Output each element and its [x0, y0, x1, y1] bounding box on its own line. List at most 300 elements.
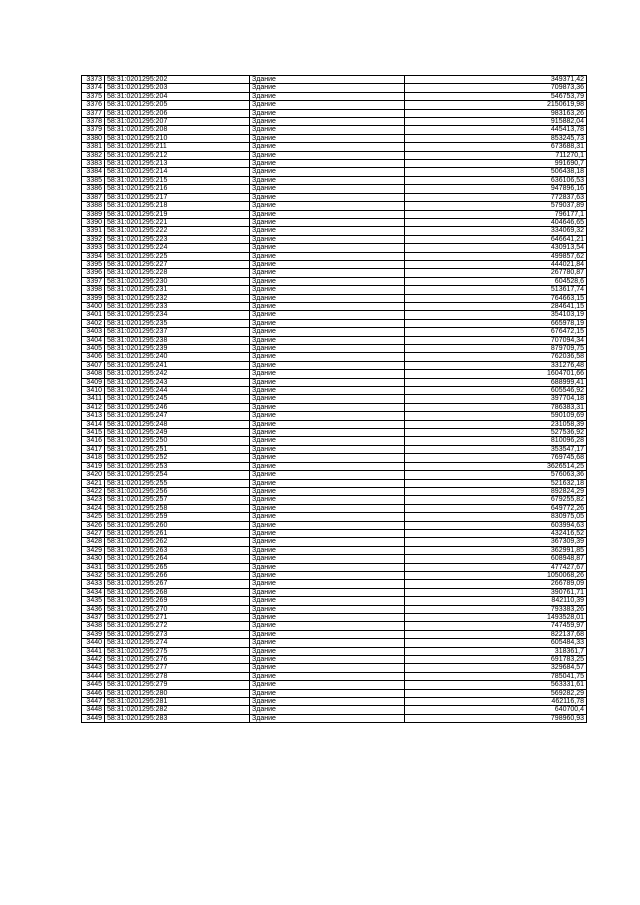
cadastral-number-cell: 58:31:0201295:252	[105, 454, 250, 462]
cadastral-value-cell: 810096,28	[405, 437, 587, 445]
table-row	[82, 714, 587, 722]
table-row	[82, 353, 587, 361]
cadastral-value-cell: 603994,63	[405, 521, 587, 529]
table-row	[82, 345, 587, 353]
row-number-cell: 3422	[82, 487, 105, 495]
object-type-cell: Здание	[250, 689, 405, 697]
table-row	[82, 319, 587, 327]
cadastral-value-cell: 842110,39	[405, 597, 587, 605]
cadastral-number-cell: 58:31:0201295:271	[105, 614, 250, 622]
object-type-cell: Здание	[250, 529, 405, 537]
row-number-cell: 3405	[82, 345, 105, 353]
cadastral-number-cell: 58:31:0201295:206	[105, 109, 250, 117]
object-type-cell: Здание	[250, 353, 405, 361]
cadastral-value-cell: 604528,6	[405, 277, 587, 285]
object-type-cell: Здание	[250, 437, 405, 445]
table-row	[82, 403, 587, 411]
table-row	[82, 513, 587, 521]
object-type-cell: Здание	[250, 244, 405, 252]
object-type-cell: Здание	[250, 176, 405, 184]
cadastral-number-cell: 58:31:0201295:207	[105, 118, 250, 126]
row-number-cell: 3401	[82, 311, 105, 319]
row-number-cell: 3419	[82, 462, 105, 470]
table-row	[82, 311, 587, 319]
cadastral-value-cell: 709873,36	[405, 84, 587, 92]
object-type-cell: Здание	[250, 597, 405, 605]
row-number-cell: 3445	[82, 681, 105, 689]
object-type-cell: Здание	[250, 571, 405, 579]
cadastral-number-cell: 58:31:0201295:233	[105, 302, 250, 310]
table-row	[82, 580, 587, 588]
object-type-cell: Здание	[250, 698, 405, 706]
object-type-cell: Здание	[250, 681, 405, 689]
table-row	[82, 227, 587, 235]
object-type-cell: Здание	[250, 387, 405, 395]
cadastral-number-cell: 58:31:0201295:242	[105, 370, 250, 378]
row-number-cell: 3448	[82, 706, 105, 714]
row-number-cell: 3400	[82, 302, 105, 310]
object-type-cell: Здание	[250, 656, 405, 664]
cadastral-number-cell: 58:31:0201295:253	[105, 462, 250, 470]
cadastral-value-cell: 830975,05	[405, 513, 587, 521]
cadastral-value-cell: 1604701,66	[405, 370, 587, 378]
row-number-cell: 3416	[82, 437, 105, 445]
table-row	[82, 462, 587, 470]
cadastral-number-cell: 58:31:0201295:231	[105, 286, 250, 294]
table-row	[82, 101, 587, 109]
cadastral-number-cell: 58:31:0201295:250	[105, 437, 250, 445]
row-number-cell: 3388	[82, 202, 105, 210]
cadastral-value-cell: 769745,68	[405, 454, 587, 462]
cadastral-number-cell: 58:31:0201295:254	[105, 471, 250, 479]
table-row	[82, 92, 587, 100]
object-type-cell: Здание	[250, 269, 405, 277]
table-row	[82, 126, 587, 134]
cadastral-value-cell: 605484,33	[405, 639, 587, 647]
object-type-cell: Здание	[250, 227, 405, 235]
object-type-cell: Здание	[250, 302, 405, 310]
object-type-cell: Здание	[250, 286, 405, 294]
row-number-cell: 3414	[82, 420, 105, 428]
object-type-cell: Здание	[250, 92, 405, 100]
table-row	[82, 336, 587, 344]
cadastral-value-cell: 527536,92	[405, 429, 587, 437]
cadastral-value-cell: 798960,93	[405, 714, 587, 722]
row-number-cell: 3392	[82, 235, 105, 243]
cadastral-number-cell: 58:31:0201295:269	[105, 597, 250, 605]
cadastral-value-cell: 367309,39	[405, 538, 587, 546]
table-row	[82, 412, 587, 420]
cadastral-value-cell: 764663,15	[405, 294, 587, 302]
cadastral-number-cell: 58:31:0201295:203	[105, 84, 250, 92]
cadastral-value-cell: 772837,63	[405, 193, 587, 201]
table-row	[82, 134, 587, 142]
object-type-cell: Здание	[250, 471, 405, 479]
object-type-cell: Здание	[250, 462, 405, 470]
table-row	[82, 454, 587, 462]
cadastral-number-cell: 58:31:0201295:276	[105, 656, 250, 664]
cadastral-value-cell: 569282,29	[405, 689, 587, 697]
cadastral-number-cell: 58:31:0201295:281	[105, 698, 250, 706]
cadastral-number-cell: 58:31:0201295:239	[105, 345, 250, 353]
cadastral-value-cell: 605546,92	[405, 387, 587, 395]
cadastral-value-cell: 676472,15	[405, 328, 587, 336]
cadastral-number-cell: 58:31:0201295:265	[105, 563, 250, 571]
cadastral-number-cell: 58:31:0201295:238	[105, 336, 250, 344]
table-row	[82, 429, 587, 437]
table-row	[82, 176, 587, 184]
row-number-cell: 3438	[82, 622, 105, 630]
cadastral-value-cell: 1050068,26	[405, 571, 587, 579]
table-row	[82, 563, 587, 571]
cadastral-value-cell: 266789,09	[405, 580, 587, 588]
row-number-cell: 3383	[82, 160, 105, 168]
cadastral-number-cell: 58:31:0201295:249	[105, 429, 250, 437]
cadastral-value-cell: 2150619,98	[405, 101, 587, 109]
cadastral-number-cell: 58:31:0201295:262	[105, 538, 250, 546]
cadastral-value-cell: 915882,04	[405, 118, 587, 126]
row-number-cell: 3375	[82, 92, 105, 100]
cadastral-value-cell: 267780,87	[405, 269, 587, 277]
cadastral-value-cell: 432416,52	[405, 529, 587, 537]
table-row	[82, 546, 587, 554]
table-row	[82, 647, 587, 655]
object-type-cell: Здание	[250, 311, 405, 319]
object-type-cell: Здание	[250, 521, 405, 529]
object-type-cell: Здание	[250, 630, 405, 638]
table-row	[82, 605, 587, 613]
table-row	[82, 672, 587, 680]
cadastral-value-cell: 590109,69	[405, 412, 587, 420]
object-type-cell: Здание	[250, 420, 405, 428]
table-row	[82, 706, 587, 714]
cadastral-number-cell: 58:31:0201295:267	[105, 580, 250, 588]
object-type-cell: Здание	[250, 76, 405, 84]
row-number-cell: 3444	[82, 672, 105, 680]
row-number-cell: 3412	[82, 403, 105, 411]
table-row	[82, 193, 587, 201]
cadastral-value-cell: 853245,73	[405, 134, 587, 142]
cadastral-value-cell: 318361,7	[405, 647, 587, 655]
cadastral-number-cell: 58:31:0201295:234	[105, 311, 250, 319]
cadastral-value-cell: 349371,42	[405, 76, 587, 84]
cadastral-number-cell: 58:31:0201295:208	[105, 126, 250, 134]
table-row	[82, 698, 587, 706]
cadastral-number-cell: 58:31:0201295:263	[105, 546, 250, 554]
cadastral-number-cell: 58:31:0201295:264	[105, 555, 250, 563]
row-number-cell: 3393	[82, 244, 105, 252]
object-type-cell: Здание	[250, 336, 405, 344]
cadastral-value-cell: 646641,21	[405, 235, 587, 243]
row-number-cell: 3395	[82, 260, 105, 268]
cadastral-value-cell: 747459,97	[405, 622, 587, 630]
row-number-cell: 3430	[82, 555, 105, 563]
cadastral-value-cell: 691783,25	[405, 656, 587, 664]
cadastral-value-cell: 640700,4	[405, 706, 587, 714]
table-row	[82, 656, 587, 664]
table-row	[82, 269, 587, 277]
cadastral-number-cell: 58:31:0201295:204	[105, 92, 250, 100]
table-row	[82, 378, 587, 386]
object-type-cell: Здание	[250, 319, 405, 327]
cadastral-value-cell: 892824,29	[405, 487, 587, 495]
cadastral-number-cell: 58:31:0201295:224	[105, 244, 250, 252]
row-number-cell: 3429	[82, 546, 105, 554]
cadastral-value-cell: 636106,53	[405, 176, 587, 184]
object-type-cell: Здание	[250, 672, 405, 680]
object-type-cell: Здание	[250, 487, 405, 495]
row-number-cell: 3440	[82, 639, 105, 647]
object-type-cell: Здание	[250, 454, 405, 462]
cadastral-number-cell: 58:31:0201295:272	[105, 622, 250, 630]
object-type-cell: Здание	[250, 370, 405, 378]
cadastral-number-cell: 58:31:0201295:273	[105, 630, 250, 638]
object-type-cell: Здание	[250, 252, 405, 260]
object-type-cell: Здание	[250, 260, 405, 268]
object-type-cell: Здание	[250, 193, 405, 201]
cadastral-value-cell: 711270,1	[405, 151, 587, 159]
row-number-cell: 3402	[82, 319, 105, 327]
row-number-cell: 3385	[82, 176, 105, 184]
table-row	[82, 437, 587, 445]
row-number-cell: 3425	[82, 513, 105, 521]
row-number-cell: 3443	[82, 664, 105, 672]
cadastral-value-cell: 563331,61	[405, 681, 587, 689]
row-number-cell: 3404	[82, 336, 105, 344]
table-body	[82, 76, 587, 723]
row-number-cell: 3435	[82, 597, 105, 605]
cadastral-number-cell: 58:31:0201295:217	[105, 193, 250, 201]
object-type-cell: Здание	[250, 202, 405, 210]
table-row	[82, 370, 587, 378]
cadastral-value-cell: 707094,34	[405, 336, 587, 344]
table-row	[82, 286, 587, 294]
row-number-cell: 3374	[82, 84, 105, 92]
cadastral-number-cell: 58:31:0201295:261	[105, 529, 250, 537]
cadastral-number-cell: 58:31:0201295:275	[105, 647, 250, 655]
object-type-cell: Здание	[250, 361, 405, 369]
cadastral-number-cell: 58:31:0201295:270	[105, 605, 250, 613]
cadastral-value-cell: 506438,18	[405, 168, 587, 176]
cadastral-value-cell: 793383,26	[405, 605, 587, 613]
cadastral-value-cell: 444021,84	[405, 260, 587, 268]
row-number-cell: 3389	[82, 210, 105, 218]
cadastral-number-cell: 58:31:0201295:228	[105, 269, 250, 277]
cadastral-value-cell: 513617,74	[405, 286, 587, 294]
cadastral-value-cell: 397704,18	[405, 395, 587, 403]
object-type-cell: Здание	[250, 328, 405, 336]
table-row	[82, 538, 587, 546]
cadastral-number-cell: 58:31:0201295:230	[105, 277, 250, 285]
cadastral-number-cell: 58:31:0201295:210	[105, 134, 250, 142]
cadastral-value-cell: 796177,1	[405, 210, 587, 218]
row-number-cell: 3391	[82, 227, 105, 235]
table-row	[82, 302, 587, 310]
row-number-cell: 3447	[82, 698, 105, 706]
cadastral-value-cell: 762036,58	[405, 353, 587, 361]
object-type-cell: Здание	[250, 479, 405, 487]
cadastral-value-cell: 546753,79	[405, 92, 587, 100]
table-row	[82, 84, 587, 92]
cadastral-number-cell: 58:31:0201295:247	[105, 412, 250, 420]
cadastral-number-cell: 58:31:0201295:232	[105, 294, 250, 302]
table-row	[82, 168, 587, 176]
object-type-cell: Здание	[250, 538, 405, 546]
cadastral-number-cell: 58:31:0201295:258	[105, 504, 250, 512]
row-number-cell: 3407	[82, 361, 105, 369]
cadastral-number-cell: 58:31:0201295:215	[105, 176, 250, 184]
cadastral-number-cell: 58:31:0201295:211	[105, 143, 250, 151]
object-type-cell: Здание	[250, 160, 405, 168]
table-row	[82, 555, 587, 563]
object-type-cell: Здание	[250, 378, 405, 386]
table-row	[82, 597, 587, 605]
table-row	[82, 361, 587, 369]
cadastral-value-cell: 947896,16	[405, 185, 587, 193]
cadastral-value-cell: 983163,26	[405, 109, 587, 117]
row-number-cell: 3403	[82, 328, 105, 336]
cadastral-value-cell: 649772,26	[405, 504, 587, 512]
cadastral-number-cell: 58:31:0201295:202	[105, 76, 250, 84]
cadastral-value-cell: 1493528,01	[405, 614, 587, 622]
object-type-cell: Здание	[250, 563, 405, 571]
cadastral-number-cell: 58:31:0201295:245	[105, 395, 250, 403]
cadastral-value-cell: 576063,36	[405, 471, 587, 479]
table-row	[82, 202, 587, 210]
row-number-cell: 3431	[82, 563, 105, 571]
cadastral-number-cell: 58:31:0201295:257	[105, 496, 250, 504]
row-number-cell: 3436	[82, 605, 105, 613]
row-number-cell: 3409	[82, 378, 105, 386]
cadastral-number-cell: 58:31:0201295:227	[105, 260, 250, 268]
cadastral-value-cell: 445413,78	[405, 126, 587, 134]
object-type-cell: Здание	[250, 143, 405, 151]
row-number-cell: 3420	[82, 471, 105, 479]
object-type-cell: Здание	[250, 614, 405, 622]
object-type-cell: Здание	[250, 496, 405, 504]
cadastral-number-cell: 58:31:0201295:251	[105, 445, 250, 453]
cadastral-number-cell: 58:31:0201295:218	[105, 202, 250, 210]
cadastral-value-cell: 608948,87	[405, 555, 587, 563]
row-number-cell: 3384	[82, 168, 105, 176]
row-number-cell: 3428	[82, 538, 105, 546]
cadastral-number-cell: 58:31:0201295:243	[105, 378, 250, 386]
cadastral-value-cell: 231058,39	[405, 420, 587, 428]
row-number-cell: 3387	[82, 193, 105, 201]
table-row	[82, 151, 587, 159]
row-number-cell: 3410	[82, 387, 105, 395]
object-type-cell: Здание	[250, 294, 405, 302]
object-type-cell: Здание	[250, 580, 405, 588]
cadastral-value-cell: 499857,62	[405, 252, 587, 260]
cadastral-number-cell: 58:31:0201295:205	[105, 101, 250, 109]
object-type-cell: Здание	[250, 546, 405, 554]
row-number-cell: 3424	[82, 504, 105, 512]
cadastral-value-table	[81, 75, 587, 723]
cadastral-value-cell: 679255,82	[405, 496, 587, 504]
cadastral-number-cell: 58:31:0201295:268	[105, 588, 250, 596]
table-row	[82, 471, 587, 479]
table-row	[82, 218, 587, 226]
cadastral-number-cell: 58:31:0201295:214	[105, 168, 250, 176]
cadastral-value-cell: 3626514,25	[405, 462, 587, 470]
table-row	[82, 143, 587, 151]
object-type-cell: Здание	[250, 639, 405, 647]
cadastral-number-cell: 58:31:0201295:278	[105, 672, 250, 680]
cadastral-value-cell: 579037,89	[405, 202, 587, 210]
cadastral-number-cell: 58:31:0201295:225	[105, 252, 250, 260]
cadastral-number-cell: 58:31:0201295:212	[105, 151, 250, 159]
row-number-cell: 3423	[82, 496, 105, 504]
cadastral-value-cell: 353547,17	[405, 445, 587, 453]
row-number-cell: 3373	[82, 76, 105, 84]
row-number-cell: 3386	[82, 185, 105, 193]
cadastral-number-cell: 58:31:0201295:283	[105, 714, 250, 722]
row-number-cell: 3379	[82, 126, 105, 134]
object-type-cell: Здание	[250, 706, 405, 714]
cadastral-value-cell: 521632,18	[405, 479, 587, 487]
table-row	[82, 294, 587, 302]
row-number-cell: 3427	[82, 529, 105, 537]
object-type-cell: Здание	[250, 218, 405, 226]
table-row	[82, 529, 587, 537]
object-type-cell: Здание	[250, 101, 405, 109]
row-number-cell: 3381	[82, 143, 105, 151]
cadastral-number-cell: 58:31:0201295:244	[105, 387, 250, 395]
table-row	[82, 445, 587, 453]
table-row	[82, 244, 587, 252]
object-type-cell: Здание	[250, 134, 405, 142]
cadastral-number-cell: 58:31:0201295:240	[105, 353, 250, 361]
cadastral-number-cell: 58:31:0201295:248	[105, 420, 250, 428]
table-row	[82, 210, 587, 218]
table-row	[82, 496, 587, 504]
cadastral-number-cell: 58:31:0201295:260	[105, 521, 250, 529]
object-type-cell: Здание	[250, 151, 405, 159]
object-type-cell: Здание	[250, 168, 405, 176]
table-row	[82, 504, 587, 512]
row-number-cell: 3415	[82, 429, 105, 437]
cadastral-value-cell: 688999,41	[405, 378, 587, 386]
row-number-cell: 3397	[82, 277, 105, 285]
table-row	[82, 387, 587, 395]
object-type-cell: Здание	[250, 84, 405, 92]
cadastral-value-cell: 404646,65	[405, 218, 587, 226]
row-number-cell: 3398	[82, 286, 105, 294]
object-type-cell: Здание	[250, 555, 405, 563]
cadastral-value-cell: 390761,71	[405, 588, 587, 596]
row-number-cell: 3442	[82, 656, 105, 664]
cadastral-value-cell: 786383,31	[405, 403, 587, 411]
table-row	[82, 252, 587, 260]
row-number-cell: 3377	[82, 109, 105, 117]
object-type-cell: Здание	[250, 714, 405, 722]
cadastral-value-cell: 284641,15	[405, 302, 587, 310]
cadastral-number-cell: 58:31:0201295:237	[105, 328, 250, 336]
cadastral-value-cell: 462116,78	[405, 698, 587, 706]
table-row	[82, 630, 587, 638]
row-number-cell: 3382	[82, 151, 105, 159]
table-row	[82, 277, 587, 285]
table-row	[82, 328, 587, 336]
table-row	[82, 118, 587, 126]
object-type-cell: Здание	[250, 647, 405, 655]
object-type-cell: Здание	[250, 118, 405, 126]
row-number-cell: 3446	[82, 689, 105, 697]
object-type-cell: Здание	[250, 403, 405, 411]
row-number-cell: 3408	[82, 370, 105, 378]
cadastral-number-cell: 58:31:0201295:219	[105, 210, 250, 218]
